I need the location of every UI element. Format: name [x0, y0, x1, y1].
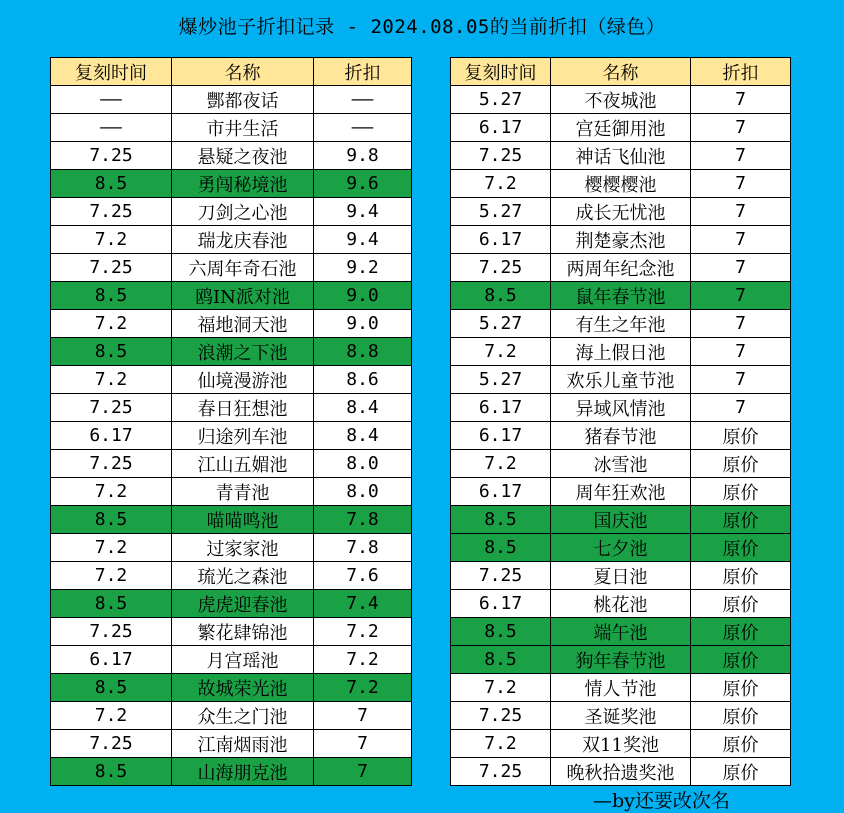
table-row [451, 450, 791, 478]
time-cell: 7.2 [451, 338, 551, 366]
table-row [51, 170, 412, 198]
time-cell: 7.2 [51, 478, 172, 506]
name-cell: 众生之门池 [172, 702, 314, 730]
time-cell: 8.5 [451, 646, 551, 674]
name-cell: 琉光之森池 [172, 562, 314, 590]
time-cell: 7.2 [51, 226, 172, 254]
table-row [51, 506, 412, 534]
table-row [451, 646, 791, 674]
table-row [451, 226, 791, 254]
time-cell: 7.25 [51, 730, 172, 758]
table-row [51, 562, 412, 590]
table-row [451, 730, 791, 758]
column-header-name: 名称 [551, 58, 691, 86]
discount-cell: 原价 [691, 422, 791, 450]
time-cell: 7.2 [51, 702, 172, 730]
time-cell: 6.17 [51, 422, 172, 450]
discount-cell: 9.8 [314, 142, 412, 170]
name-cell: 浪潮之下池 [172, 338, 314, 366]
discount-cell: 9.6 [314, 170, 412, 198]
table-row [51, 282, 412, 310]
time-cell: 7.25 [451, 254, 551, 282]
name-cell: 归途列车池 [172, 422, 314, 450]
table-row [451, 86, 791, 114]
left-table-body [51, 86, 412, 786]
time-cell: 7.2 [51, 310, 172, 338]
author-signature: —by还要改次名 [593, 790, 730, 812]
time-cell: 7.25 [451, 702, 551, 730]
time-cell: 5.27 [451, 86, 551, 114]
name-cell: 端午池 [551, 618, 691, 646]
discount-cell: 原价 [691, 674, 791, 702]
name-cell: 樱樱樱池 [551, 170, 691, 198]
right-discount-table [450, 57, 791, 786]
name-cell: 瑞龙庆春池 [172, 226, 314, 254]
discount-cell: 9.4 [314, 226, 412, 254]
time-cell: 8.5 [451, 282, 551, 310]
time-cell: 7.25 [451, 142, 551, 170]
table-row [51, 198, 412, 226]
discount-cell: 7 [314, 758, 412, 786]
discount-cell: 7 [691, 226, 791, 254]
discount-cell: 8.6 [314, 366, 412, 394]
table-row [51, 338, 412, 366]
discount-cell: 7.2 [314, 618, 412, 646]
time-cell: 7.25 [451, 562, 551, 590]
time-cell: 7.2 [451, 170, 551, 198]
discount-cell: 7 [691, 310, 791, 338]
discount-cell: 7 [691, 366, 791, 394]
time-cell: 8.5 [51, 590, 172, 618]
name-cell: 情人节池 [551, 674, 691, 702]
name-cell: 青青池 [172, 478, 314, 506]
time-cell: 8.5 [51, 338, 172, 366]
table-row [51, 674, 412, 702]
table-row [451, 366, 791, 394]
name-cell: 晚秋拾遗奖池 [551, 758, 691, 786]
column-header-time: 复刻时间 [451, 58, 551, 86]
name-cell: 冰雪池 [551, 450, 691, 478]
name-cell: 繁花肆锦池 [172, 618, 314, 646]
table-row [51, 618, 412, 646]
discount-cell: 8.4 [314, 394, 412, 422]
name-cell: 山海朋克池 [172, 758, 314, 786]
name-cell: 双11奖池 [551, 730, 691, 758]
table-row [51, 366, 412, 394]
table-row [51, 478, 412, 506]
time-cell: 7.25 [51, 618, 172, 646]
table-row [51, 254, 412, 282]
table-header-row [51, 58, 412, 86]
table-row [451, 422, 791, 450]
name-cell: 刀剑之心池 [172, 198, 314, 226]
time-cell: 7.2 [51, 534, 172, 562]
name-cell: 海上假日池 [551, 338, 691, 366]
table-row [451, 506, 791, 534]
name-cell: 仙境漫游池 [172, 366, 314, 394]
time-cell: 8.5 [51, 170, 172, 198]
table-row [451, 702, 791, 730]
discount-cell: 7.8 [314, 506, 412, 534]
discount-cell: 原价 [691, 618, 791, 646]
time-cell: 8.5 [451, 506, 551, 534]
name-cell: 六周年奇石池 [172, 254, 314, 282]
discount-cell: 原价 [691, 702, 791, 730]
table-row [51, 86, 412, 114]
time-cell: 7.25 [51, 254, 172, 282]
discount-cell: 7 [691, 86, 791, 114]
name-cell: 鸥IN派对池 [172, 282, 314, 310]
time-cell: 5.27 [451, 366, 551, 394]
discount-cell: 原价 [691, 646, 791, 674]
name-cell: 故城荣光池 [172, 674, 314, 702]
table-row [51, 534, 412, 562]
discount-cell: 原价 [691, 478, 791, 506]
discount-cell: 7.2 [314, 674, 412, 702]
name-cell: 福地洞天池 [172, 310, 314, 338]
discount-cell: 原价 [691, 562, 791, 590]
time-cell: 8.5 [51, 758, 172, 786]
name-cell: 江山五媚池 [172, 450, 314, 478]
time-cell: 8.5 [51, 282, 172, 310]
name-cell: 江南烟雨池 [172, 730, 314, 758]
time-cell: 6.17 [451, 590, 551, 618]
table-row [51, 422, 412, 450]
table-row [51, 394, 412, 422]
name-cell: 国庆池 [551, 506, 691, 534]
discount-cell: 9.0 [314, 310, 412, 338]
discount-cell: 原价 [691, 590, 791, 618]
name-cell: 狗年春节池 [551, 646, 691, 674]
time-cell: 7.2 [451, 730, 551, 758]
time-cell: 6.17 [451, 478, 551, 506]
discount-cell: 原价 [691, 450, 791, 478]
table-row [51, 310, 412, 338]
table-row [451, 590, 791, 618]
time-cell: 7.25 [51, 198, 172, 226]
time-cell: 7.2 [51, 366, 172, 394]
table-row [51, 702, 412, 730]
table-row [51, 114, 412, 142]
time-cell: 6.17 [451, 394, 551, 422]
time-cell: 7.25 [51, 450, 172, 478]
name-cell: 悬疑之夜池 [172, 142, 314, 170]
name-cell: 市井生活 [172, 114, 314, 142]
discount-cell: 7 [691, 198, 791, 226]
discount-cell: 原价 [691, 506, 791, 534]
name-cell: 酆都夜话 [172, 86, 314, 114]
discount-cell: —— [314, 114, 412, 142]
discount-cell: 7 [691, 114, 791, 142]
table-row [451, 142, 791, 170]
discount-cell: 7.6 [314, 562, 412, 590]
discount-cell: 7 [691, 254, 791, 282]
table-row [51, 142, 412, 170]
name-cell: 宫廷御用池 [551, 114, 691, 142]
table-row [451, 310, 791, 338]
table-header-row [451, 58, 791, 86]
discount-cell: 9.2 [314, 254, 412, 282]
table-row [451, 534, 791, 562]
discount-cell: 7 [691, 338, 791, 366]
discount-cell: 7 [314, 730, 412, 758]
table-row [451, 170, 791, 198]
discount-cell: 8.0 [314, 450, 412, 478]
discount-cell: 8.8 [314, 338, 412, 366]
table-row [451, 478, 791, 506]
column-header-name: 名称 [172, 58, 314, 86]
table-row [451, 114, 791, 142]
right-table-body [451, 86, 791, 786]
table-row [451, 562, 791, 590]
name-cell: 鼠年春节池 [551, 282, 691, 310]
discount-cell: 7.2 [314, 646, 412, 674]
name-cell: 勇闯秘境池 [172, 170, 314, 198]
time-cell: 5.27 [451, 310, 551, 338]
name-cell: 圣诞奖池 [551, 702, 691, 730]
time-cell: 8.5 [451, 618, 551, 646]
discount-cell: 9.0 [314, 282, 412, 310]
time-cell: 5.27 [451, 198, 551, 226]
discount-cell: 7 [314, 702, 412, 730]
discount-cell: 8.0 [314, 478, 412, 506]
name-cell: 成长无忧池 [551, 198, 691, 226]
name-cell: 过家家池 [172, 534, 314, 562]
table-row [51, 646, 412, 674]
discount-cell: 7 [691, 282, 791, 310]
time-cell: 8.5 [51, 506, 172, 534]
table-row [451, 618, 791, 646]
table-row [51, 590, 412, 618]
discount-cell: 8.4 [314, 422, 412, 450]
discount-cell: 7.4 [314, 590, 412, 618]
name-cell: 桃花池 [551, 590, 691, 618]
discount-cell: —— [314, 86, 412, 114]
discount-cell: 7 [691, 170, 791, 198]
time-cell: 7.25 [51, 142, 172, 170]
table-row [51, 226, 412, 254]
time-cell: 8.5 [51, 674, 172, 702]
time-cell: 7.25 [451, 758, 551, 786]
name-cell: 七夕池 [551, 534, 691, 562]
time-cell: 7.2 [51, 562, 172, 590]
discount-cell: 7 [691, 142, 791, 170]
table-row [51, 730, 412, 758]
discount-cell: 7 [691, 394, 791, 422]
name-cell: 有生之年池 [551, 310, 691, 338]
time-cell: 6.17 [51, 646, 172, 674]
page-title: 爆炒池子折扣记录 - 2024.08.05的当前折扣（绿色） [178, 16, 666, 38]
table-row [51, 758, 412, 786]
time-cell: 6.17 [451, 422, 551, 450]
table-row [451, 758, 791, 786]
time-cell: 6.17 [451, 226, 551, 254]
name-cell: 异域风情池 [551, 394, 691, 422]
name-cell: 欢乐儿童节池 [551, 366, 691, 394]
column-header-discount: 折扣 [314, 58, 412, 86]
time-cell: —— [51, 86, 172, 114]
name-cell: 夏日池 [551, 562, 691, 590]
name-cell: 虎虎迎春池 [172, 590, 314, 618]
time-cell: —— [51, 114, 172, 142]
table-row [51, 450, 412, 478]
time-cell: 7.2 [451, 450, 551, 478]
name-cell: 荆楚豪杰池 [551, 226, 691, 254]
time-cell: 7.2 [451, 674, 551, 702]
name-cell: 月宫瑶池 [172, 646, 314, 674]
left-discount-table [50, 57, 412, 786]
discount-cell: 原价 [691, 758, 791, 786]
discount-cell: 原价 [691, 534, 791, 562]
name-cell: 周年狂欢池 [551, 478, 691, 506]
table-row [451, 198, 791, 226]
table-row [451, 674, 791, 702]
time-cell: 7.25 [51, 394, 172, 422]
table-row [451, 394, 791, 422]
column-header-discount: 折扣 [691, 58, 791, 86]
discount-cell: 9.4 [314, 198, 412, 226]
name-cell: 猪春节池 [551, 422, 691, 450]
name-cell: 神话飞仙池 [551, 142, 691, 170]
discount-cell: 原价 [691, 730, 791, 758]
table-row [451, 282, 791, 310]
table-row [451, 254, 791, 282]
name-cell: 喵喵鸣池 [172, 506, 314, 534]
time-cell: 6.17 [451, 114, 551, 142]
name-cell: 两周年纪念池 [551, 254, 691, 282]
name-cell: 春日狂想池 [172, 394, 314, 422]
name-cell: 不夜城池 [551, 86, 691, 114]
time-cell: 8.5 [451, 534, 551, 562]
table-row [451, 338, 791, 366]
column-header-time: 复刻时间 [51, 58, 172, 86]
discount-cell: 7.8 [314, 534, 412, 562]
